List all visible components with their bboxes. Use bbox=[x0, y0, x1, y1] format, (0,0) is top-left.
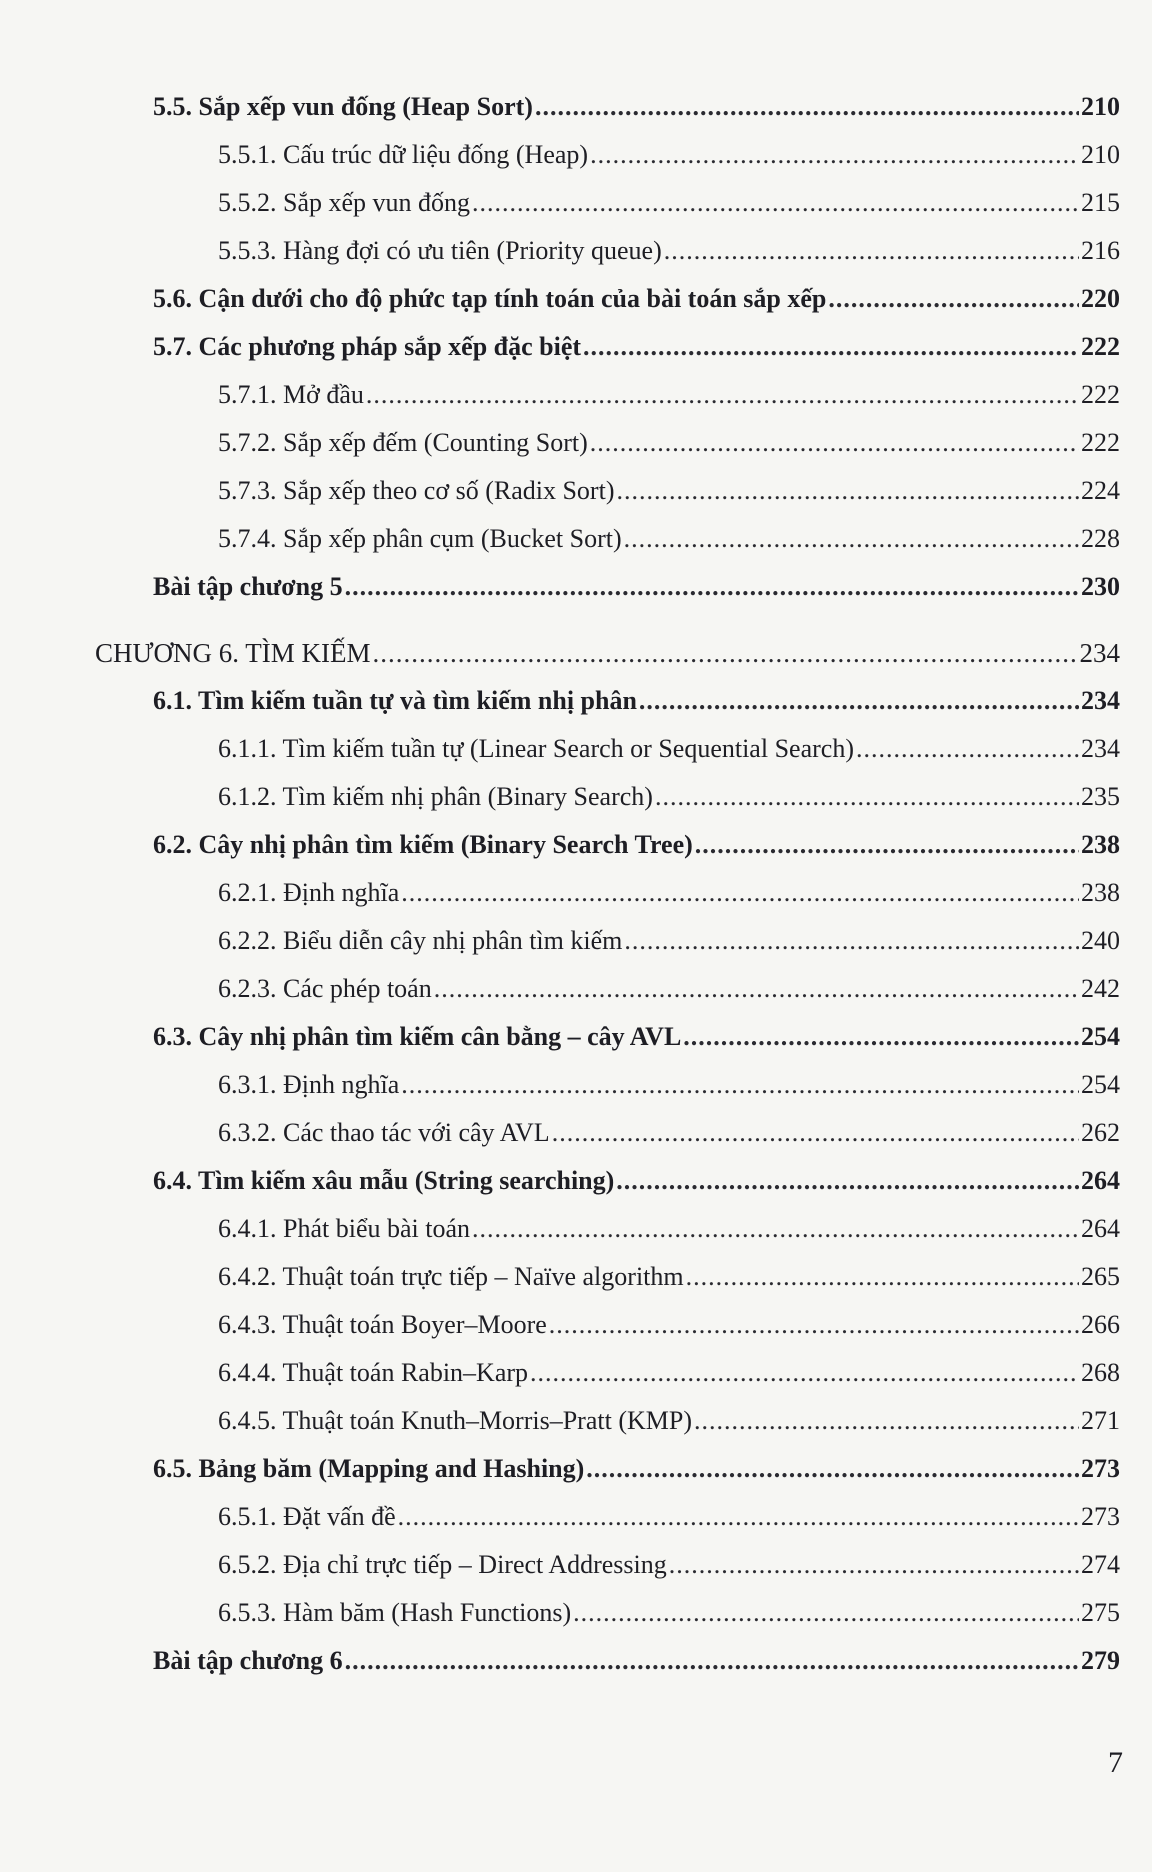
toc-entry-title: 6.2. Cây nhị phân tìm kiếm (Binary Search Tree) bbox=[153, 830, 693, 859]
toc-entry-title: 5.5.2. Sắp xếp vun đống bbox=[218, 188, 471, 217]
toc-entry-title: 6.2.1. Định nghĩa bbox=[218, 878, 400, 907]
dot-leader bbox=[590, 139, 1079, 171]
dot-leader bbox=[345, 1645, 1079, 1677]
toc-entry-title: 6.1.2. Tìm kiếm nhị phân (Binary Search) bbox=[218, 782, 653, 811]
toc-entry bbox=[218, 1261, 1120, 1293]
toc-entry-title: 6.3.2. Các thao tác với cây AVL bbox=[218, 1118, 550, 1147]
dot-leader bbox=[549, 1309, 1079, 1341]
toc-entry-title: 6.4. Tìm kiếm xâu mẫu (String searching) bbox=[153, 1166, 615, 1195]
toc-entry-page: 240 bbox=[1081, 926, 1120, 955]
toc-entry bbox=[153, 685, 1120, 717]
dot-leader bbox=[683, 1021, 1079, 1053]
toc-entry bbox=[218, 925, 1120, 957]
toc-entry-title: 5.7.2. Sắp xếp đếm (Counting Sort) bbox=[218, 428, 588, 457]
dot-leader bbox=[686, 1261, 1079, 1293]
toc-entry-title: CHƯƠNG 6. TÌM KIẾM bbox=[95, 638, 371, 668]
toc-entry bbox=[218, 1501, 1120, 1533]
dot-leader bbox=[535, 91, 1079, 123]
toc-entry-page: 268 bbox=[1081, 1358, 1120, 1387]
toc-entry-page: 210 bbox=[1081, 92, 1120, 121]
toc-entry-page: 254 bbox=[1081, 1070, 1120, 1099]
dot-leader bbox=[639, 685, 1079, 717]
toc-entry-page: 228 bbox=[1081, 524, 1120, 553]
toc-entry bbox=[218, 475, 1120, 507]
toc-entry bbox=[218, 973, 1120, 1005]
toc-entry bbox=[95, 637, 1120, 669]
dot-leader bbox=[616, 475, 1079, 507]
toc-entry-page: 273 bbox=[1081, 1454, 1120, 1483]
toc-entry-title: 5.5.1. Cấu trúc dữ liệu đống (Heap) bbox=[218, 140, 589, 169]
toc-entry-title: 6.2.2. Biểu diễn cây nhị phân tìm kiếm bbox=[218, 926, 623, 955]
toc-entry bbox=[218, 139, 1120, 171]
toc-entry-title: 5.7.3. Sắp xếp theo cơ số (Radix Sort) bbox=[218, 476, 615, 505]
toc-entry-page: 274 bbox=[1081, 1550, 1120, 1579]
toc-entry bbox=[218, 1309, 1120, 1341]
toc-entry-page: 234 bbox=[1079, 638, 1120, 668]
dot-leader bbox=[434, 973, 1079, 1005]
toc-entry-title: 6.4.3. Thuật toán Boyer–Moore bbox=[218, 1310, 547, 1339]
toc-entry-title: 6.1.1. Tìm kiếm tuần tự (Linear Search or Sequential Search) bbox=[218, 734, 854, 763]
toc-entry-page: 230 bbox=[1081, 572, 1120, 601]
toc-entry bbox=[153, 91, 1120, 123]
toc-entry bbox=[218, 1213, 1120, 1245]
toc-entry bbox=[218, 733, 1120, 765]
toc-entry-page: 262 bbox=[1081, 1118, 1120, 1147]
toc-entry-title: 6.4.1. Phát biểu bài toán bbox=[218, 1214, 471, 1243]
toc-entry-title: 6.5.3. Hàm băm (Hash Functions) bbox=[218, 1598, 572, 1627]
toc-entry bbox=[153, 331, 1120, 363]
dot-leader bbox=[398, 1501, 1079, 1533]
toc-entry-page: 266 bbox=[1081, 1310, 1120, 1339]
dot-leader bbox=[828, 283, 1079, 315]
toc-entry-page: 265 bbox=[1081, 1262, 1120, 1291]
toc-entry-title: 6.2.3. Các phép toán bbox=[218, 974, 432, 1003]
dot-leader bbox=[624, 925, 1079, 957]
toc-entry bbox=[218, 1405, 1120, 1437]
toc-entry-page: 234 bbox=[1081, 686, 1120, 715]
toc-entry-title: 5.7.4. Sắp xếp phân cụm (Bucket Sort) bbox=[218, 524, 622, 553]
toc-entry bbox=[218, 1117, 1120, 1149]
toc-entry bbox=[218, 877, 1120, 909]
toc-entry-page: 222 bbox=[1081, 380, 1120, 409]
dot-leader bbox=[664, 235, 1079, 267]
toc-entry bbox=[153, 1645, 1120, 1677]
dot-leader bbox=[573, 1597, 1079, 1629]
toc-entry-page: 273 bbox=[1081, 1502, 1120, 1531]
toc-entry bbox=[218, 1357, 1120, 1389]
dot-leader bbox=[655, 781, 1079, 813]
toc-entry-title: 5.7.1. Mở đầu bbox=[218, 380, 364, 409]
toc-entry-page: 279 bbox=[1081, 1646, 1120, 1675]
dot-leader bbox=[401, 877, 1079, 909]
toc-entry-page: 235 bbox=[1081, 782, 1120, 811]
toc-entry bbox=[218, 235, 1120, 267]
dot-leader bbox=[372, 637, 1077, 669]
dot-leader bbox=[586, 1453, 1079, 1485]
toc-entry-page: 238 bbox=[1081, 830, 1120, 859]
toc-entry bbox=[218, 1069, 1120, 1101]
toc-entry bbox=[153, 571, 1120, 603]
toc-entry-title: 5.7. Các phương pháp sắp xếp đặc biệt bbox=[153, 332, 582, 361]
toc-entry bbox=[218, 187, 1120, 219]
toc-entry-page: 238 bbox=[1081, 878, 1120, 907]
toc-entry-page: 275 bbox=[1081, 1598, 1120, 1627]
toc-entry-page: 242 bbox=[1081, 974, 1120, 1003]
toc-entry bbox=[218, 781, 1120, 813]
toc-entry-page: 264 bbox=[1081, 1166, 1120, 1195]
dot-leader bbox=[583, 331, 1079, 363]
toc-entry-title: 6.4.2. Thuật toán trực tiếp – Naïve algorithm bbox=[218, 1262, 684, 1291]
dot-leader bbox=[624, 523, 1079, 555]
dot-leader bbox=[616, 1165, 1079, 1197]
dot-leader bbox=[530, 1357, 1079, 1389]
toc-entry-page: 216 bbox=[1081, 236, 1120, 265]
toc-entry bbox=[153, 1021, 1120, 1053]
toc-entry-title: 5.6. Cận dưới cho độ phức tạp tính toán của bài toán sắp xếp bbox=[153, 284, 827, 313]
toc-entry bbox=[218, 523, 1120, 555]
dot-leader bbox=[472, 187, 1079, 219]
dot-leader bbox=[669, 1549, 1079, 1581]
dot-leader bbox=[695, 829, 1079, 861]
toc-entry-page: 222 bbox=[1081, 332, 1120, 361]
toc-entry-title: 5.5. Sắp xếp vun đống (Heap Sort) bbox=[153, 92, 533, 121]
toc-entry-title: 6.5.1. Đặt vấn đề bbox=[218, 1502, 396, 1531]
toc-entry-page: 271 bbox=[1081, 1406, 1120, 1435]
toc-entry-page: 234 bbox=[1081, 734, 1120, 763]
toc-entry-page: 215 bbox=[1081, 188, 1120, 217]
dot-leader bbox=[345, 571, 1079, 603]
toc-entry-page: 222 bbox=[1081, 428, 1120, 457]
dot-leader bbox=[694, 1405, 1079, 1437]
toc-entry bbox=[218, 379, 1120, 411]
toc-entry-title: Bài tập chương 6 bbox=[153, 1646, 343, 1675]
toc-entry bbox=[153, 1453, 1120, 1485]
toc-entry-title: 6.5.2. Địa chỉ trực tiếp – Direct Addressing bbox=[218, 1550, 667, 1579]
toc-entry bbox=[218, 1549, 1120, 1581]
toc-entry bbox=[153, 829, 1120, 861]
dot-leader bbox=[401, 1069, 1079, 1101]
toc-entry bbox=[153, 283, 1120, 315]
toc-entry bbox=[153, 1165, 1120, 1197]
dot-leader bbox=[590, 427, 1079, 459]
toc-entry-page: 210 bbox=[1081, 140, 1120, 169]
page-number: 7 bbox=[1108, 1746, 1123, 1779]
dot-leader bbox=[366, 379, 1079, 411]
toc-entry-page: 224 bbox=[1081, 476, 1120, 505]
dot-leader bbox=[472, 1213, 1079, 1245]
toc-entry-title: 6.4.5. Thuật toán Knuth–Morris–Pratt (KMP) bbox=[218, 1406, 692, 1435]
toc-entry-page: 264 bbox=[1081, 1214, 1120, 1243]
toc-entry bbox=[218, 1597, 1120, 1629]
toc-entry-page: 220 bbox=[1081, 284, 1120, 313]
toc-entry-title: 6.1. Tìm kiếm tuần tự và tìm kiếm nhị phân bbox=[153, 686, 637, 715]
toc-entry bbox=[218, 427, 1120, 459]
dot-leader bbox=[552, 1117, 1079, 1149]
toc-entry-title: 6.5. Bảng băm (Mapping and Hashing) bbox=[153, 1454, 585, 1483]
toc-entry-title: 6.4.4. Thuật toán Rabin–Karp bbox=[218, 1358, 529, 1387]
dot-leader bbox=[856, 733, 1079, 765]
toc-entry-title: 6.3. Cây nhị phân tìm kiếm cân bằng – cây AVL bbox=[153, 1022, 682, 1051]
toc-entry-title: Bài tập chương 5 bbox=[153, 572, 343, 601]
toc-entry-page: 254 bbox=[1081, 1022, 1120, 1051]
toc-entry-title: 6.3.1. Định nghĩa bbox=[218, 1070, 400, 1099]
toc-entry-title: 5.5.3. Hàng đợi có ưu tiên (Priority queue) bbox=[218, 236, 662, 265]
